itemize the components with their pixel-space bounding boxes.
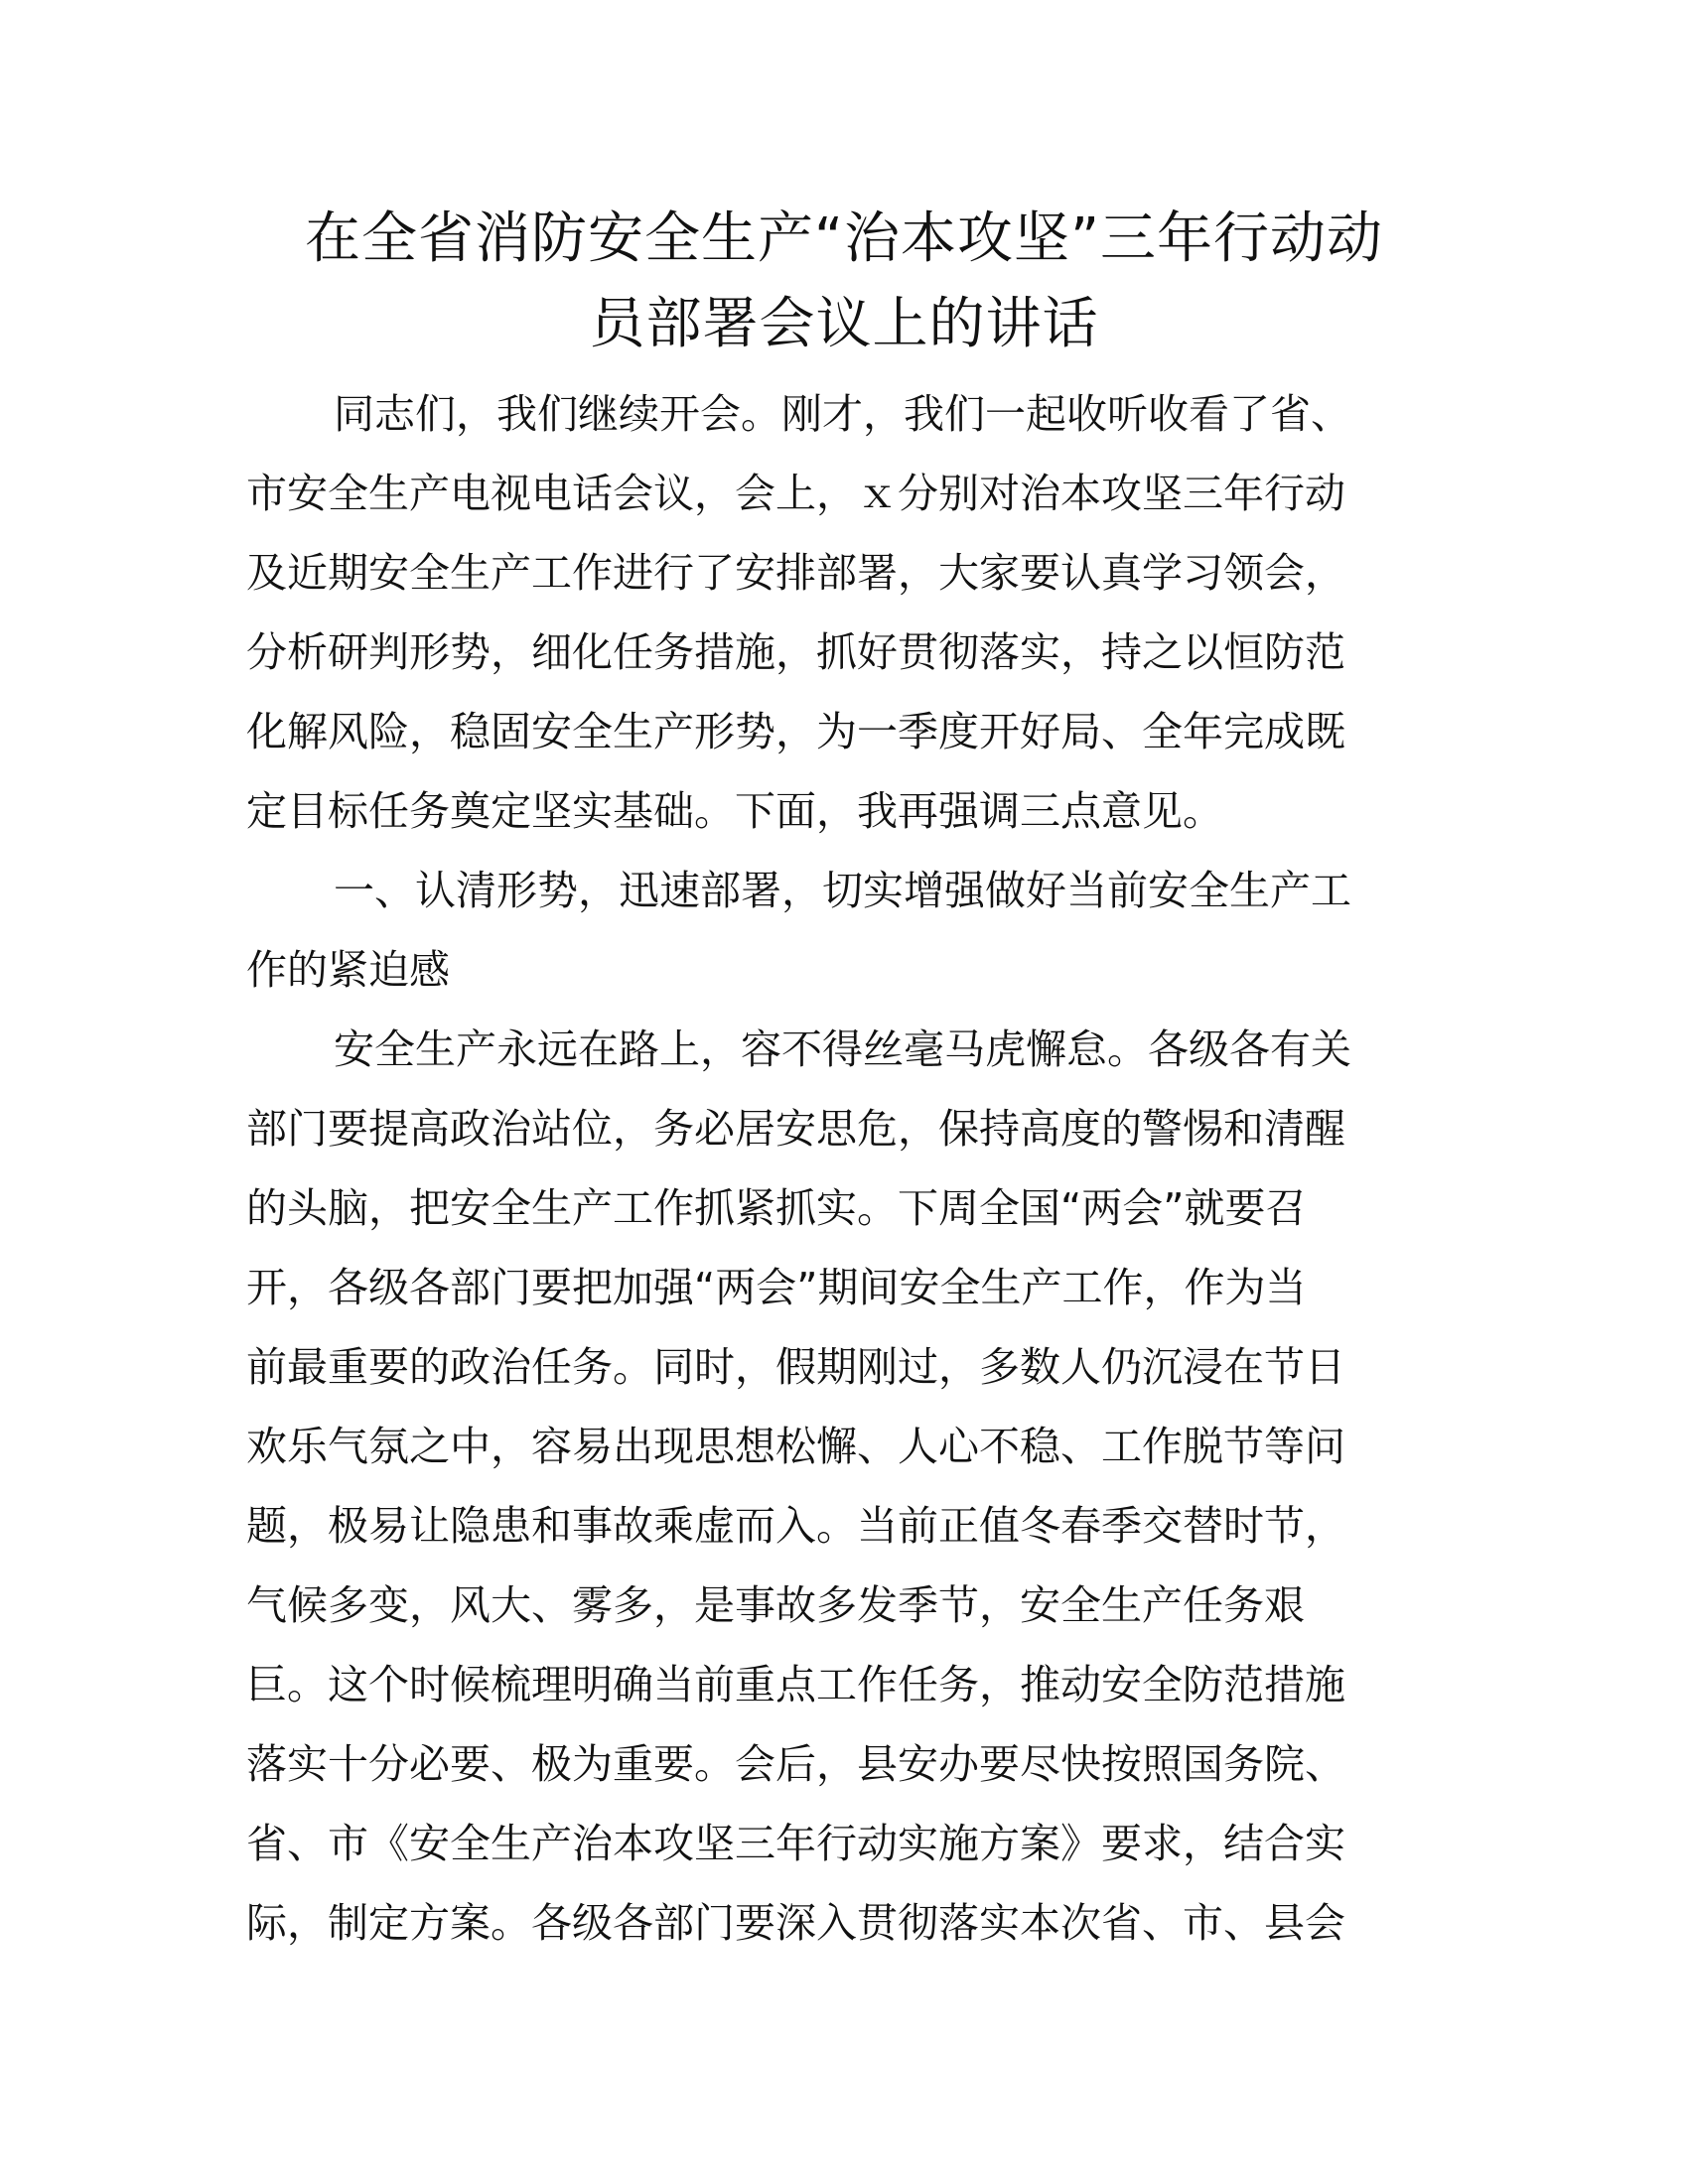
text-line: 同志们，我们继续开会。刚才，我们一起收听收看了省、: [334, 390, 1351, 438]
text-line: 化解风险，稳固安全生产形势，为一季度开好局、全年完成既: [246, 708, 1345, 755]
text-line: 前最重要的政治任务。同时，假期刚过，多数人仍沉浸在节日: [246, 1343, 1345, 1391]
text-line: 定目标任务奠定坚实基础。下面，我再强调三点意见。: [246, 787, 1223, 835]
text-line: 省、市《安全生产治本攻坚三年行动实施方案》要求，结合实: [246, 1820, 1345, 1867]
text-line: 气候多变，风大、雾多，是事故多发季节，安全生产任务艰: [246, 1581, 1305, 1629]
text-line: 题，极易让隐患和事故乘虚而入。当前正值冬春季交替时节，: [246, 1502, 1345, 1550]
paragraph-section-1: [246, 1010, 1438, 1963]
paragraph-opening: [246, 374, 1438, 851]
text-line: 落实十分必要、极为重要。会后，县安办要尽快按照国务院、: [246, 1740, 1345, 1788]
heading-line: 一、认清形势，迅速部署，切实增强做好当前安全生产工: [334, 867, 1351, 914]
document-title: [228, 197, 1460, 367]
title-line: 在全省消防安全生产“治本攻坚”三年行动动: [304, 206, 1384, 271]
document-body: [246, 374, 1438, 1963]
text-line: 开，各级各部门要把加强“两会”期间安全生产工作，作为当: [246, 1264, 1307, 1311]
text-line: 及近期安全生产工作进行了安排部署，大家要认真学习领会，: [246, 549, 1345, 597]
section-heading-1: [246, 851, 1438, 1010]
text-line: 市安全生产电视电话会议，会上，ｘ分别对治本攻坚三年行动: [246, 470, 1345, 517]
heading-line: 作的紧迫感: [246, 946, 450, 994]
text-line: 的头脑，把安全生产工作抓紧抓实。下周全国“两会”就要召: [246, 1184, 1307, 1232]
text-line: 欢乐气氛之中，容易出现思想松懈、人心不稳、工作脱节等问: [246, 1423, 1345, 1470]
text-line: 巨。这个时候梳理明确当前重点工作任务，推动安全防范措施: [246, 1661, 1345, 1708]
text-line: 安全生产永远在路上，容不得丝毫马虎懈怠。各级各有关: [334, 1025, 1351, 1073]
text-line: 际，制定方案。各级各部门要深入贯彻落实本次省、市、县会: [246, 1899, 1345, 1947]
text-line: 分析研判形势，细化任务措施，抓好贯彻落实，持之以恒防范: [246, 628, 1345, 676]
text-line: 部门要提高政治站位，务必居安思危，保持高度的警惕和清醒: [246, 1105, 1345, 1153]
title-line: 员部署会议上的讲话: [589, 292, 1099, 356]
